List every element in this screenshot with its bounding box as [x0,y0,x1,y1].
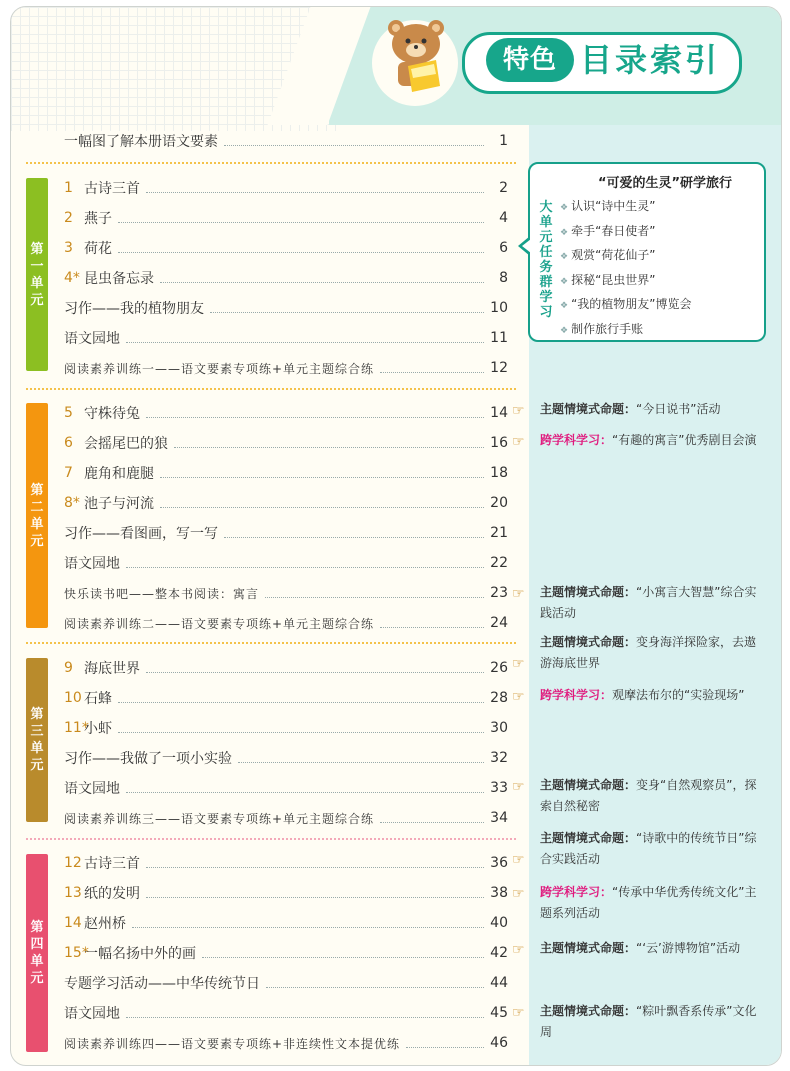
activity-note [540,632,766,674]
lesson-number: 13 [64,885,82,901]
leader-dots [266,987,484,988]
activity-note [540,582,766,624]
toc-title: 习作——我的植物朋友 [64,301,204,317]
toc-row[interactable] [64,356,508,380]
note-kind: 主题情境式命题： [540,635,637,649]
note-text: “今日说书”活动 [636,402,721,416]
toc-title: 习作——看图画，写一写 [64,526,218,542]
toc-title: 燕子 [84,211,112,227]
toc-row[interactable] [64,1031,508,1055]
lesson-number: 10 [64,690,82,706]
toc-title: 阅读素养训练三——语文要素专项练+单元主题综合练 [64,811,375,826]
toc-title: 昆虫备忘录 [84,271,154,287]
intro-text: 一幅图了解本册语文要素 [64,134,218,150]
toc-page: 32 [490,750,508,766]
toc-page: 2 [499,180,508,196]
toc-title: 赵州桥 [84,916,126,932]
toc-page: 42 [490,945,508,961]
lesson-number: 11* [64,720,89,736]
toc-row[interactable] [64,431,508,455]
note-kind: 跨学科学习： [540,433,613,447]
toc-title: 快乐读书吧——整本书阅读：寓言 [64,586,260,601]
toc-row[interactable] [64,911,508,935]
note-text: “有趣的寓言”优秀剧目会演 [612,433,757,447]
pointing-hand-icon: ☞ [512,403,525,419]
unit-tag-4: 第四单元 [26,854,48,1052]
lesson-number: 1 [64,180,73,196]
toc-title: 阅读素养训练二——语文要素专项练+单元主题综合练 [64,616,375,631]
leader-dots [174,447,484,448]
note-text: 变身海洋探险家，去遨游海底世界 [540,635,757,670]
toc-page: 38 [490,885,508,901]
activity-note [540,775,766,817]
toc-row[interactable] [64,176,508,200]
toc-title: 阅读素养训练一——语文要素专项练+单元主题综合练 [64,361,375,376]
activity-note [540,685,766,706]
pointing-hand-icon: ☞ [512,586,525,602]
toc-row[interactable] [64,746,508,770]
unit-tag-2: 第二单元 [26,403,48,628]
pointing-hand-icon: ☞ [512,689,525,705]
leader-dots [210,312,484,313]
toc-title: 习作——我做了一项小实验 [64,751,232,767]
bear-reading-icon [378,14,454,94]
note-text: “粽叶飘香系传承”文化周 [540,1004,757,1039]
pointing-hand-icon: ☞ [512,1005,525,1021]
toc-row[interactable] [64,941,508,965]
toc-page: 20 [490,495,508,511]
activity-note [540,828,766,870]
activity-note [540,1001,766,1043]
leader-dots [126,567,484,568]
leader-dots [146,672,484,673]
note-kind: 主题情境式命题： [540,941,637,955]
task-item: ❖ 探秘“昆虫世界” [560,268,692,293]
lesson-number: 5 [64,405,73,421]
lesson-number: 3 [64,240,73,256]
toc-row[interactable] [64,296,508,320]
leader-dots [118,732,484,733]
toc-page: 24 [490,615,508,631]
leader-dots [160,507,484,508]
lesson-number: 4* [64,270,80,286]
pointing-hand-icon: ☞ [512,852,525,868]
note-kind: 主题情境式命题： [540,1004,637,1018]
toc-page: 21 [490,525,508,541]
toc-row[interactable] [64,1001,508,1025]
toc-row[interactable] [64,971,508,995]
toc-row[interactable] [64,206,508,230]
leader-dots [224,537,484,538]
lesson-number: 6 [64,435,73,451]
note-kind: 跨学科学习： [540,885,613,899]
leader-dots [238,762,484,763]
task-group-box [528,162,766,342]
lesson-number: 8* [64,495,80,511]
toc-title: 语文园地 [64,331,120,347]
toc-title: 语文园地 [64,1006,120,1022]
lesson-number: 12 [64,855,82,871]
toc-row[interactable] [64,236,508,260]
toc-row[interactable] [64,611,508,635]
divider [26,838,516,840]
note-text: “传承中华优秀传统文化”主题系列活动 [540,885,757,920]
leader-dots [146,417,484,418]
divider [26,388,516,390]
toc-title: 小虾 [84,721,112,737]
toc-page: 23 [490,585,508,601]
leader-dots [380,822,484,823]
pointing-hand-icon: ☞ [512,942,525,958]
unit-tag-1: 第一单元 [26,178,48,371]
divider [26,162,516,164]
feature-badge: 特色 [486,38,574,82]
toc-row[interactable] [64,266,508,290]
toc-title: 一幅名扬中外的画 [84,946,196,962]
pointing-hand-icon: ☞ [512,656,525,672]
activity-note [540,399,766,420]
leader-dots [406,1047,484,1048]
task-title: “可爱的生灵”研学旅行 [597,176,733,191]
toc-title: 海底世界 [84,661,140,677]
lesson-number: 2 [64,210,73,226]
toc-page: 12 [490,360,508,376]
toc-row[interactable] [64,881,508,905]
unit-tag-3: 第三单元 [26,658,48,822]
pointing-hand-icon: ☞ [512,779,525,795]
task-item: ❖ “我的植物朋友”博览会 [560,292,692,317]
toc-page: 4 [499,210,508,226]
note-text: “诗歌中的传统节日”综合实践活动 [540,831,757,866]
toc-page: 40 [490,915,508,931]
task-item: ❖ 制作旅行手账 [560,317,692,342]
toc-title: 石蜂 [84,691,112,707]
note-text: “‘云’游博物馆”活动 [636,941,741,955]
toc-row[interactable] [64,656,508,680]
intro-page: 1 [499,133,508,149]
lesson-number: 9 [64,660,73,676]
toc-title: 古诗三首 [84,181,140,197]
toc-row[interactable] [64,851,508,875]
leader-dots [118,252,484,253]
leader-dots [126,342,484,343]
note-kind: 主题情境式命题： [540,402,637,416]
toc-page: 18 [490,465,508,481]
pointing-hand-icon: ☞ [512,434,525,450]
toc-title: 语文园地 [64,781,120,797]
leader-dots [118,702,484,703]
toc-title: 守株待兔 [84,406,140,422]
task-item: ❖ 牵手“春日使者” [560,219,692,244]
toc-page: 44 [490,975,508,991]
leader-dots [380,372,484,373]
divider [26,642,516,644]
leader-dots [132,927,484,928]
toc-title: 语文园地 [64,556,120,572]
toc-page: 8 [499,270,508,286]
toc-row[interactable] [64,401,508,425]
toc-page: 11 [490,330,508,346]
lesson-number: 15* [64,945,89,961]
leader-dots [146,867,484,868]
leader-dots [126,792,484,793]
toc-title: 古诗三首 [84,856,140,872]
toc-title: 会摇尾巴的狼 [84,436,168,452]
toc-page: 26 [490,660,508,676]
note-kind: 跨学科学习： [540,688,613,702]
intro-row[interactable] [64,129,508,153]
toc-title: 阅读素养训练四——语文要素专项练+非连续性文本提优练 [64,1036,401,1051]
toc-row[interactable] [64,551,508,575]
pointing-hand-icon: ☞ [512,886,525,902]
toc-page: 16 [490,435,508,451]
leader-dots [160,282,484,283]
leader-dots [202,957,484,958]
note-text: 变身“自然观察员”，探索自然秘密 [540,778,757,813]
toc-page: 33 [490,780,508,796]
task-list [560,194,692,341]
lesson-number: 7 [64,465,73,481]
leader-dots [146,897,484,898]
toc-row[interactable] [64,326,508,350]
toc-page: 6 [499,240,508,256]
activity-note [540,430,766,451]
toc-title: 鹿角和鹿腿 [84,466,154,482]
leader-dots [146,192,484,193]
toc-title: 纸的发明 [84,886,140,902]
toc-row[interactable] [64,461,508,485]
toc-page: 10 [490,300,508,316]
activity-note [540,882,766,924]
toc-title: 荷花 [84,241,112,257]
toc-page: 45 [490,1005,508,1021]
leader-dots [126,1017,484,1018]
toc-row[interactable] [64,491,508,515]
lesson-number: 14 [64,915,82,931]
toc-row[interactable] [64,581,508,605]
toc-page: 22 [490,555,508,571]
leader-dots [380,627,484,628]
toc-page: 36 [490,855,508,871]
note-text: 观摩法布尔的“实验现场” [612,688,745,702]
task-vertical-label: 大单元任务群学习 [539,200,553,320]
note-kind: 主题情境式命题： [540,778,637,792]
toc-page: 46 [490,1035,508,1051]
toc-title: 池子与河流 [84,496,154,512]
note-kind: 主题情境式命题： [540,831,637,845]
toc-page: 30 [490,720,508,736]
activity-note [540,938,766,959]
toc-row[interactable] [64,686,508,710]
leader-dots [118,222,484,223]
leader-dots [224,145,484,146]
toc-page: 28 [490,690,508,706]
note-kind: 主题情境式命题： [540,585,637,599]
toc-row[interactable] [64,806,508,830]
leader-dots [160,477,484,478]
task-item: ❖ 观赏“荷花仙子” [560,243,692,268]
toc-title: 专题学习活动——中华传统节日 [64,976,260,992]
toc-page: 14 [490,405,508,421]
note-text: “小寓言大智慧”综合实践活动 [540,585,757,620]
leader-dots [265,597,484,598]
task-item: ❖ 认识“诗中生灵” [560,194,692,219]
toc-row[interactable] [64,521,508,545]
toc-row[interactable] [64,716,508,740]
toc-page: 34 [490,810,508,826]
toc-row[interactable] [64,776,508,800]
page-title: 目录索引 [580,41,721,79]
